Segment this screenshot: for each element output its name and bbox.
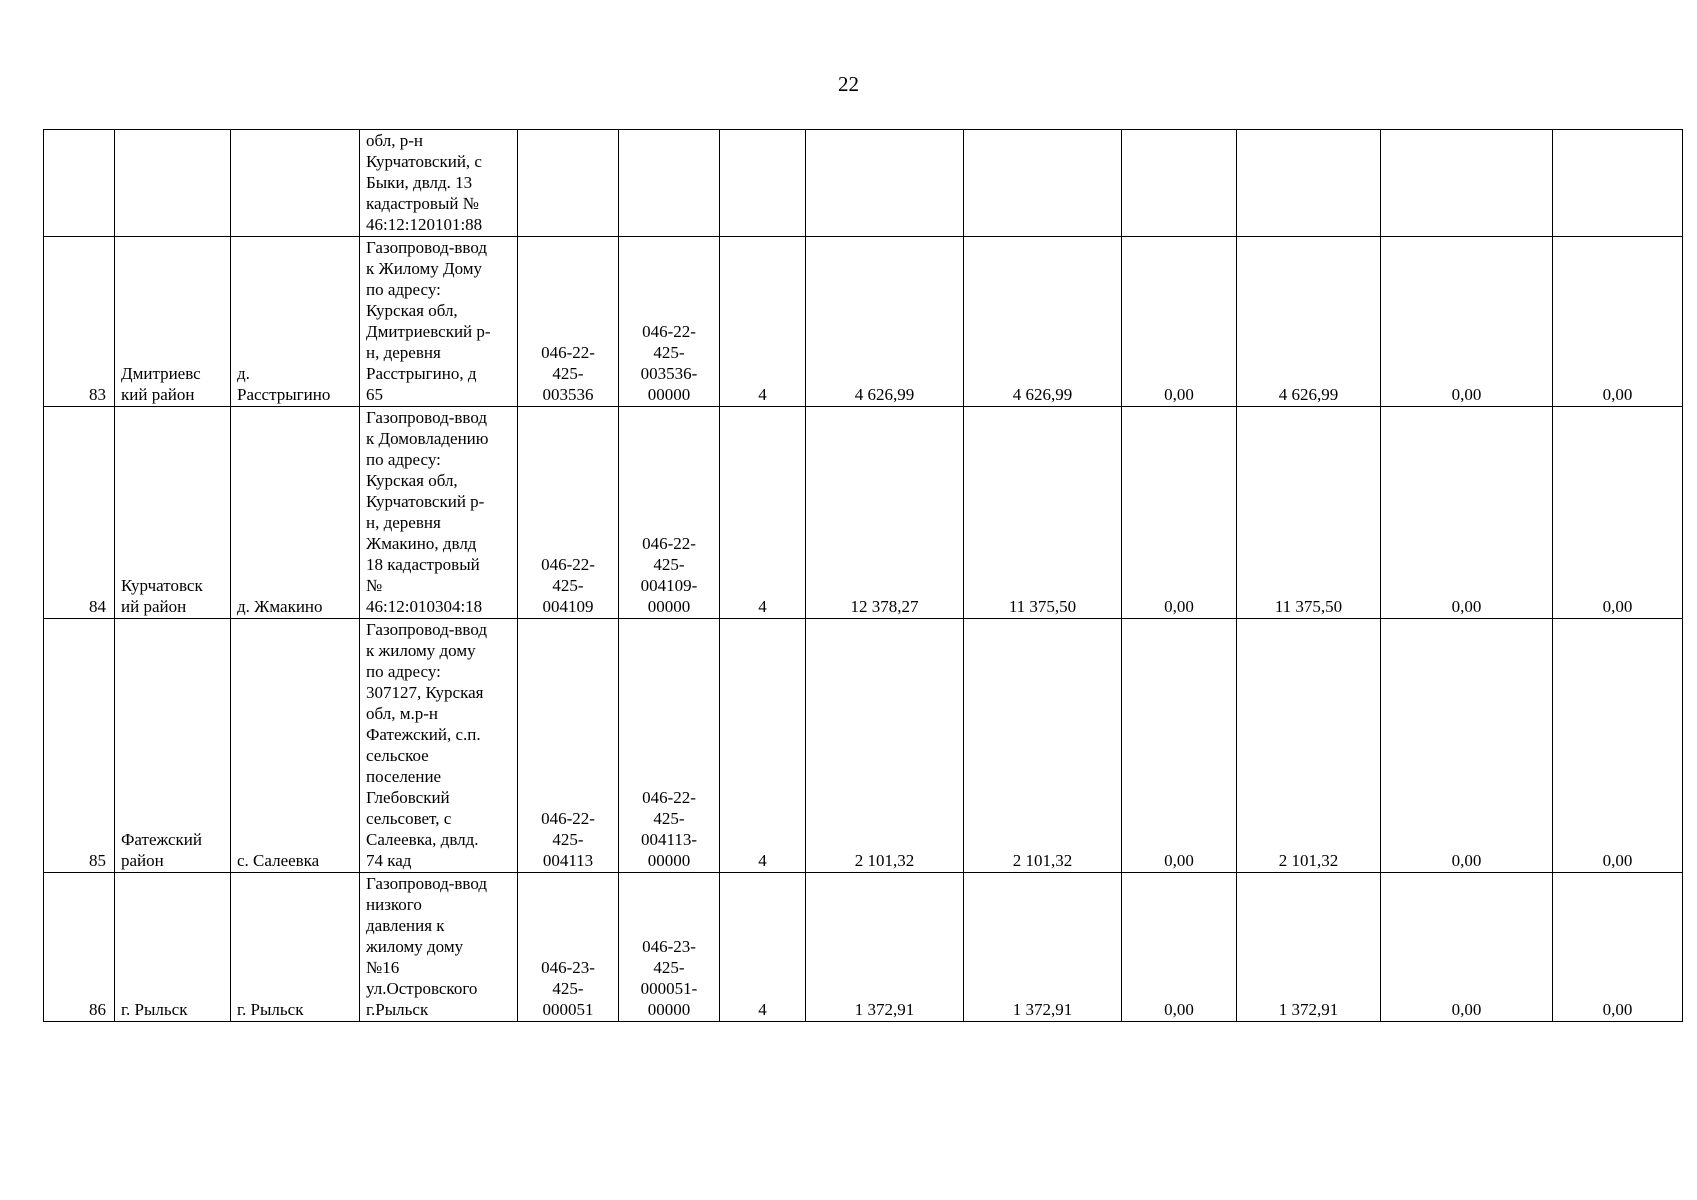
value-cell: 0,00 bbox=[1122, 873, 1237, 1022]
table-row bbox=[44, 407, 1683, 619]
district-cell: Фатежский район bbox=[115, 619, 231, 873]
value-cell: 0,00 bbox=[1381, 619, 1553, 873]
table-row bbox=[44, 873, 1683, 1022]
value-cell bbox=[1381, 130, 1553, 237]
value-cell bbox=[806, 130, 964, 237]
value-cell: 0,00 bbox=[1381, 237, 1553, 407]
settlement-cell: с. Салеевка bbox=[231, 619, 360, 873]
value-cell: 2 101,32 bbox=[806, 619, 964, 873]
table-row bbox=[44, 237, 1683, 407]
value-cell: 4 bbox=[720, 873, 806, 1022]
code-cell: 046-22- 425- 003536 bbox=[518, 237, 619, 407]
value-cell: 1 372,91 bbox=[1237, 873, 1381, 1022]
full-code-cell: 046-22- 425- 004113- 00000 bbox=[619, 619, 720, 873]
value-cell: 11 375,50 bbox=[1237, 407, 1381, 619]
value-cell: 0,00 bbox=[1553, 873, 1683, 1022]
full-code-cell bbox=[619, 130, 720, 237]
value-cell: 2 101,32 bbox=[1237, 619, 1381, 873]
value-cell: 4 bbox=[720, 407, 806, 619]
value-cell: 0,00 bbox=[1381, 873, 1553, 1022]
settlement-cell: г. Рыльск bbox=[231, 873, 360, 1022]
value-cell: 0,00 bbox=[1122, 619, 1237, 873]
value-cell: 0,00 bbox=[1553, 619, 1683, 873]
value-cell: 0,00 bbox=[1122, 407, 1237, 619]
full-code-cell: 046-23- 425- 000051- 00000 bbox=[619, 873, 720, 1022]
row-number-cell: 83 bbox=[44, 237, 115, 407]
table-row bbox=[44, 130, 1683, 237]
settlement-cell bbox=[231, 130, 360, 237]
settlement-cell: д. Жмакино bbox=[231, 407, 360, 619]
district-cell: г. Рыльск bbox=[115, 873, 231, 1022]
data-table bbox=[43, 129, 1683, 1022]
value-cell: 4 bbox=[720, 619, 806, 873]
description-cell: обл, р-н Курчатовский, с Быки, двлд. 13 кадастровый № 46:12:120101:88 bbox=[360, 130, 518, 237]
value-cell bbox=[1122, 130, 1237, 237]
value-cell bbox=[1553, 130, 1683, 237]
full-code-cell: 046-22- 425- 003536- 00000 bbox=[619, 237, 720, 407]
value-cell: 4 626,99 bbox=[964, 237, 1122, 407]
value-cell bbox=[1237, 130, 1381, 237]
description-cell: Газопровод-ввод к Домовладению по адресу: Курская обл, Курчатовский р- н, деревня Жмакино, двлд 18 кадастровый № 46:12:010304:18 bbox=[360, 407, 518, 619]
district-cell bbox=[115, 130, 231, 237]
row-number-cell: 84 bbox=[44, 407, 115, 619]
code-cell: 046-22- 425- 004109 bbox=[518, 407, 619, 619]
code-cell: 046-22- 425- 004113 bbox=[518, 619, 619, 873]
value-cell: 1 372,91 bbox=[806, 873, 964, 1022]
value-cell: 0,00 bbox=[1122, 237, 1237, 407]
code-cell: 046-23- 425- 000051 bbox=[518, 873, 619, 1022]
description-cell: Газопровод-ввод к Жилому Дому по адресу: Курская обл, Дмитриевский р- н, деревня Расстрыгино, д 65 bbox=[360, 237, 518, 407]
value-cell: 0,00 bbox=[1553, 407, 1683, 619]
value-cell: 12 378,27 bbox=[806, 407, 964, 619]
description-cell: Газопровод-ввод низкого давления к жилому дому №16 ул.Островского г.Рыльск bbox=[360, 873, 518, 1022]
value-cell: 4 626,99 bbox=[1237, 237, 1381, 407]
district-cell: Дмитриевс кий район bbox=[115, 237, 231, 407]
value-cell: 4 bbox=[720, 237, 806, 407]
code-cell bbox=[518, 130, 619, 237]
row-number-cell bbox=[44, 130, 115, 237]
value-cell bbox=[964, 130, 1122, 237]
district-cell: Курчатовск ий район bbox=[115, 407, 231, 619]
row-number-cell: 86 bbox=[44, 873, 115, 1022]
value-cell bbox=[720, 130, 806, 237]
value-cell: 2 101,32 bbox=[964, 619, 1122, 873]
description-cell: Газопровод-ввод к жилому дому по адресу: 307127, Курская обл, м.р-н Фатежский, с.п. сельское поселение Глебовский сельсовет, с Салеевка, двлд. 74 кад bbox=[360, 619, 518, 873]
settlement-cell: д. Расстрыгино bbox=[231, 237, 360, 407]
table-row bbox=[44, 619, 1683, 873]
value-cell: 0,00 bbox=[1553, 237, 1683, 407]
value-cell: 1 372,91 bbox=[964, 873, 1122, 1022]
row-number-cell: 85 bbox=[44, 619, 115, 873]
full-code-cell: 046-22- 425- 004109- 00000 bbox=[619, 407, 720, 619]
value-cell: 0,00 bbox=[1381, 407, 1553, 619]
page-number: 22 bbox=[838, 72, 859, 96]
value-cell: 4 626,99 bbox=[806, 237, 964, 407]
value-cell: 11 375,50 bbox=[964, 407, 1122, 619]
